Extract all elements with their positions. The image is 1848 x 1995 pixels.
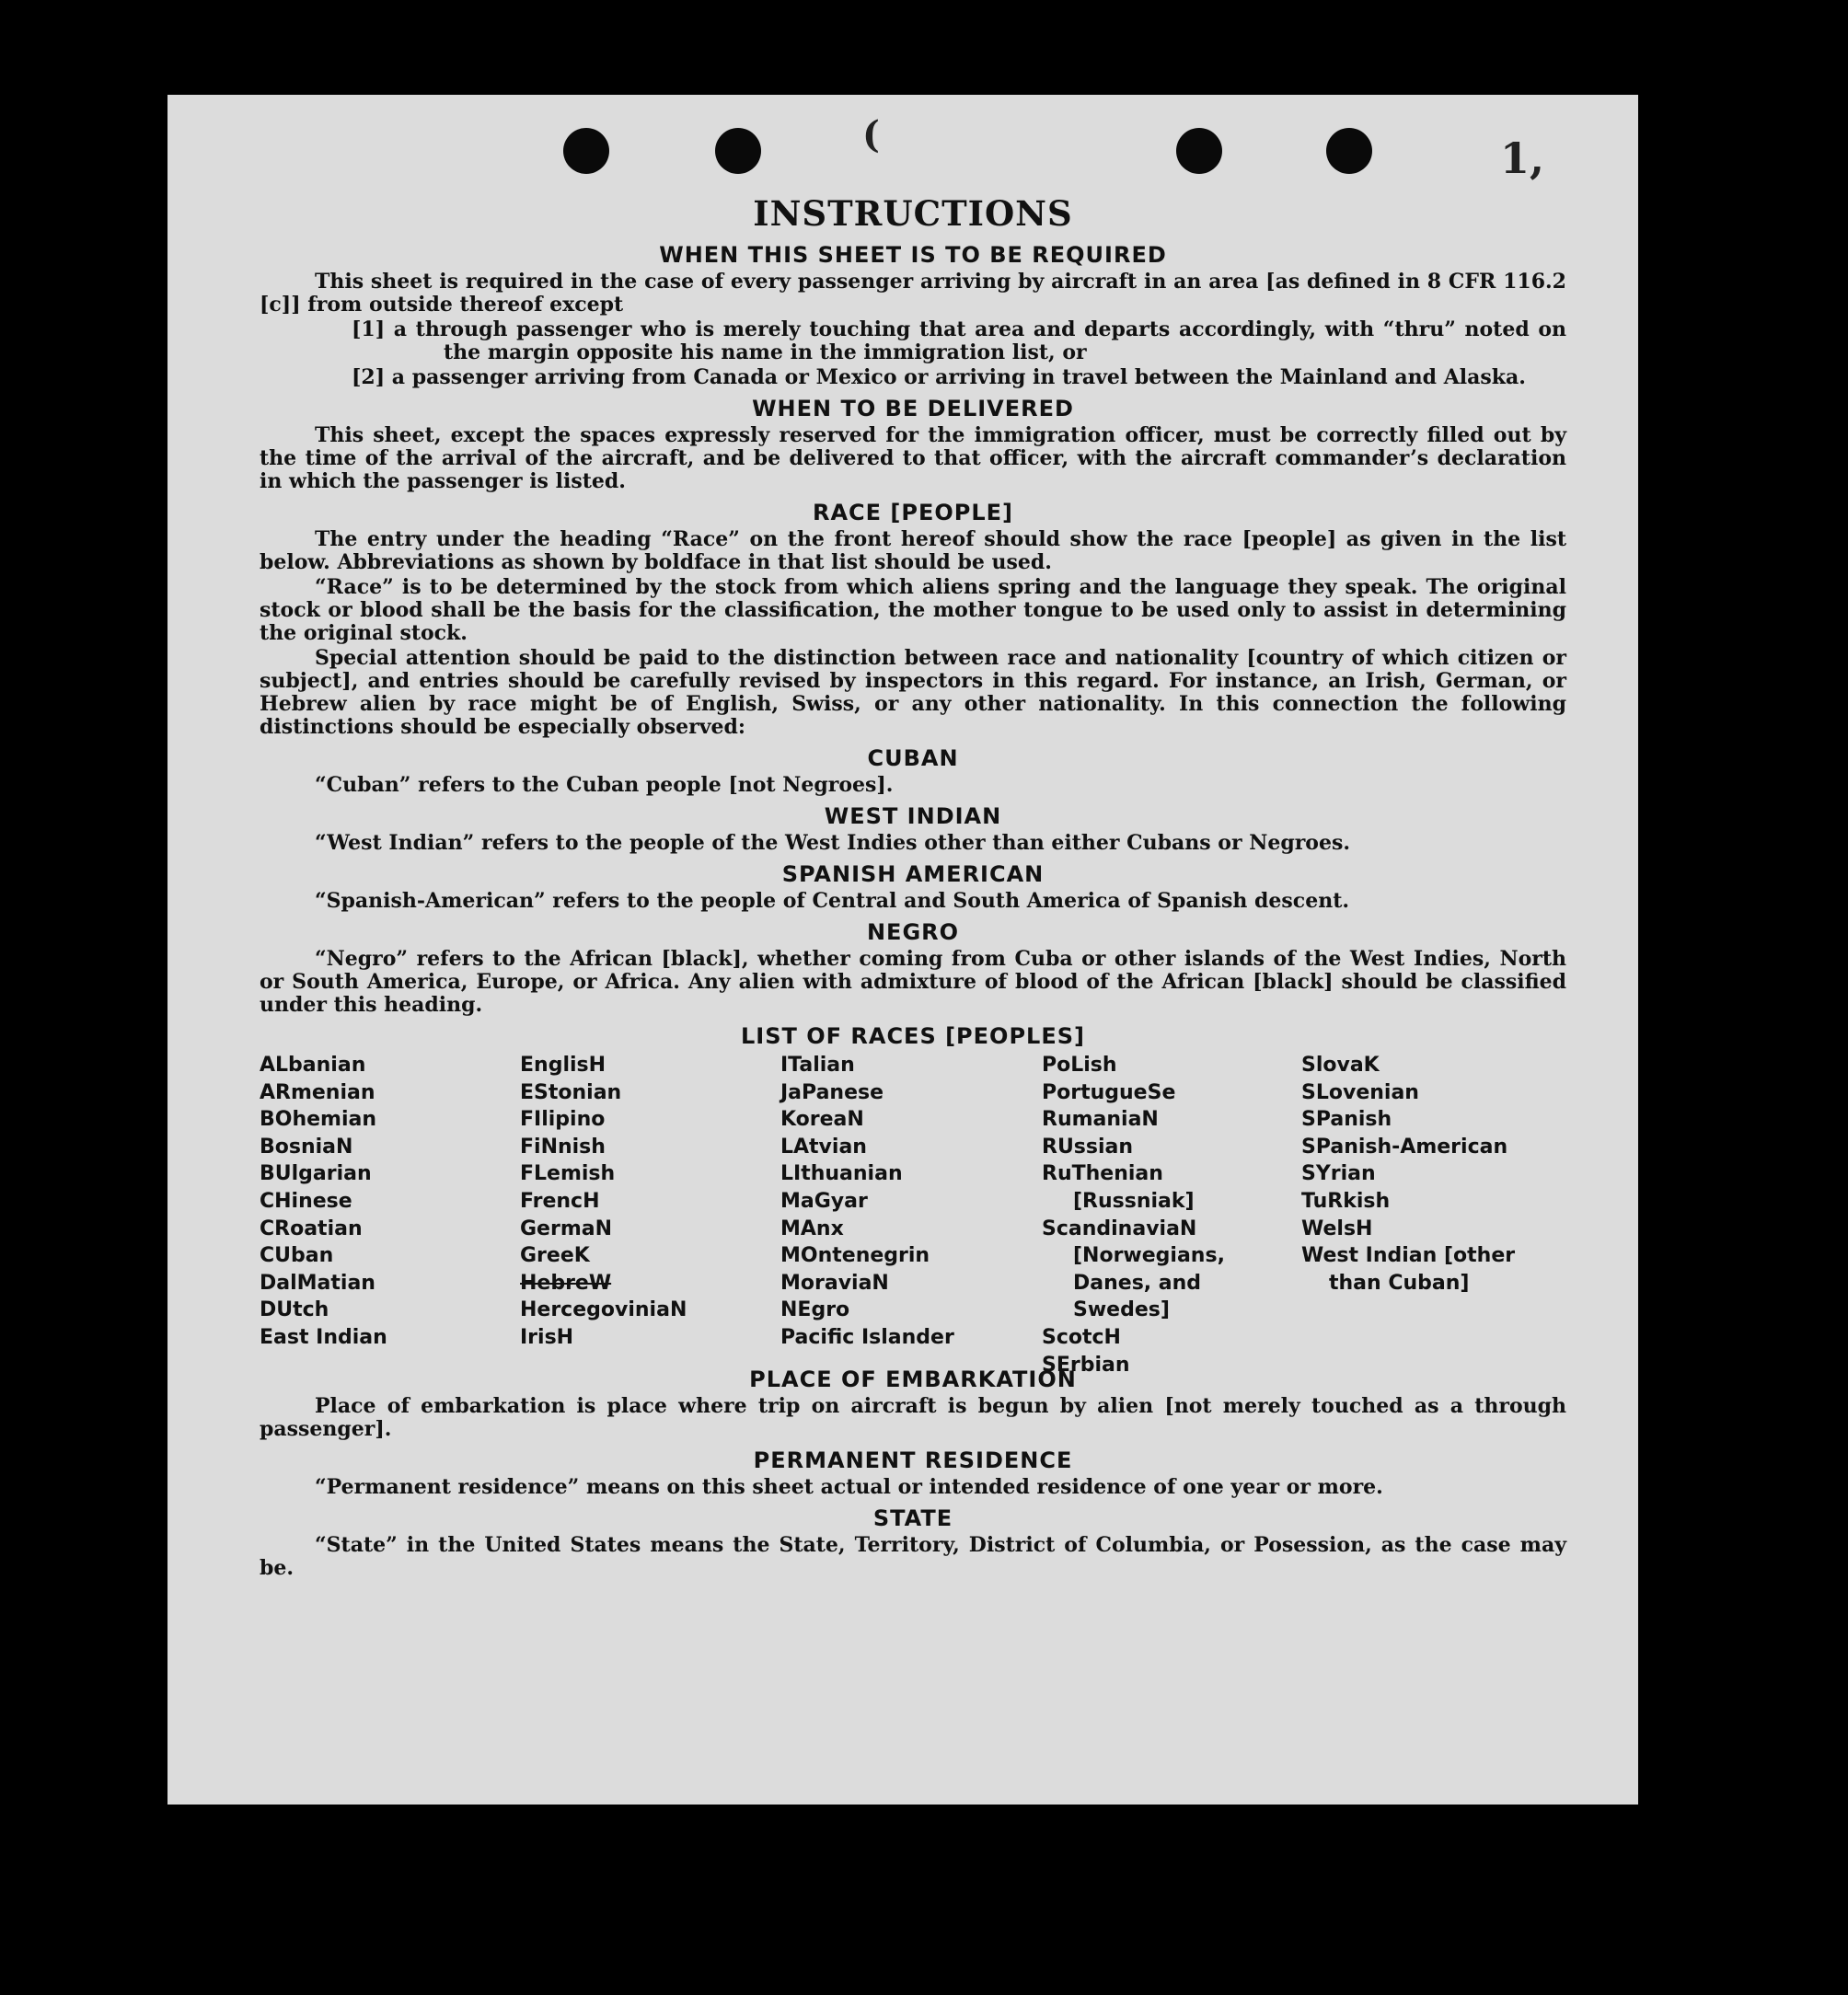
race-item: CUban (260, 1244, 334, 1268)
race-item: JaPanese (780, 1080, 884, 1104)
races-column-2 (520, 1052, 773, 1352)
cuban-text: “Cuban” refers to the Cuban people [not Negroes]. (315, 773, 894, 797)
punch-hole (1176, 128, 1222, 174)
state-text: “State” in the United States means the State, Territory, District of Columbia, or Posession, as the case may be. (260, 1533, 1566, 1580)
punch-hole (563, 128, 609, 174)
race-item: PoLish (1042, 1054, 1117, 1077)
race-item: ALbanian (260, 1054, 366, 1077)
spanish-american-text: “Spanish-American” refers to the people of Central and South America of Spanish descent. (315, 889, 1350, 913)
section-heading-spanish-american: SPANISH AMERICAN (781, 861, 1045, 887)
page-title: INSTRUCTIONS (753, 193, 1073, 234)
race-item: MOntenegrin (780, 1244, 930, 1268)
section-heading-embarkation: PLACE OF EMBARKATION (749, 1367, 1077, 1392)
race-item: MoraviaN (780, 1271, 889, 1295)
race-item: TuRkish (1301, 1189, 1391, 1213)
races-list (260, 1052, 1566, 1377)
race-item: ScotcH (1042, 1325, 1121, 1349)
section-heading-list-of-races: LIST OF RACES [PEOPLES] (741, 1023, 1085, 1049)
race-paragraph-1: The entry under the heading “Race” on the front hereof should show the race [people] as given in the list below. Abbreviations as shown by boldface in that list should be used. (260, 527, 1566, 574)
race-item-struck-out: HebreW (520, 1271, 612, 1295)
race-item: DUtch (260, 1298, 329, 1322)
pen-mark: ( (862, 113, 880, 156)
section-heading-west-indian: WEST INDIAN (824, 803, 1002, 829)
race-item: SYrian (1301, 1162, 1376, 1186)
race-item: FLemish (520, 1162, 616, 1186)
race-item: EnglisH (520, 1054, 606, 1077)
section-heading-residence: PERMANENT RESIDENCE (753, 1447, 1073, 1473)
race-item: GreeK (520, 1244, 590, 1268)
punch-hole (715, 128, 761, 174)
race-paragraph-2: “Race” is to be determined by the stock from which aliens spring and the language they speak. The original stock or blood shall be the basis for the classification, the mother tongue to be used only to assist in determining the original stock. (260, 575, 1566, 645)
section-heading-state: STATE (872, 1505, 953, 1531)
race-item: ScandinaviaN [Norwegians, Danes, and Swedes] (1042, 1217, 1225, 1322)
race-item: SErbian (1042, 1353, 1130, 1377)
embarkation-text: Place of embarkation is place where trip on aircraft is begun by alien [not merely touched as a through passenger]. (260, 1394, 1566, 1441)
races-column-5 (1301, 1052, 1568, 1297)
race-item: HercegoviniaN (520, 1298, 687, 1322)
section-heading-race: RACE [PEOPLE] (812, 500, 1014, 525)
race-item: DalMatian (260, 1271, 375, 1295)
section-heading-negro: NEGRO (866, 919, 960, 945)
section-heading-cuban: CUBAN (867, 745, 959, 771)
race-item: West Indian [other than Cuban] (1301, 1244, 1516, 1295)
when-required-text: This sheet is required in the case of every passenger arriving by aircraft in an area [as defined in 8 CFR 116.2 [c]] from outside thereof except (260, 270, 1566, 317)
race-item: MaGyar (780, 1189, 868, 1213)
race-item: BUlgarian (260, 1162, 372, 1186)
when-delivered-text: This sheet, except the spaces expressly reserved for the immigration officer, must be correctly filled out by the time of the arrival of the aircraft, and be delivered to that officer, with the aircraft commander’s declaration in which the passenger is listed. (260, 423, 1566, 493)
race-item: NEgro (780, 1298, 850, 1322)
section-heading-when-required: WHEN THIS SHEET IS TO BE REQUIRED (659, 242, 1167, 268)
race-item: BosniaN (260, 1135, 353, 1159)
race-item: LIthuanian (780, 1162, 903, 1186)
race-paragraph-3: Special attention should be paid to the distinction between race and nationality [country of which citizen or subject], and entries should be carefully revised by inspectors in this regard. For instance, an Irish, German, or Hebrew alien by race might be of English, Swiss, or any other nationality. In this connection the following distinctions should be especially observed: (260, 646, 1566, 739)
race-item: SPanish-American (1301, 1135, 1508, 1159)
race-item: RUssian (1042, 1135, 1134, 1159)
negro-text: “Negro” refers to the African [black], whether coming from Cuba or other islands of the West Indies, North or South America, Europe, or Africa. Any alien with admixture of blood of the African [black] should be classified under this heading. (260, 947, 1566, 1017)
west-indian-text: “West Indian” refers to the people of the West Indies other than either Cubans or Negroes. (315, 831, 1351, 855)
race-item: FiNnish (520, 1135, 606, 1159)
handwritten-number: 1, (1500, 133, 1545, 183)
race-item: GermaN (520, 1217, 613, 1240)
races-column-1 (260, 1052, 513, 1352)
race-item: LAtvian (780, 1135, 867, 1159)
race-item: RuThenian [Russniak] (1042, 1162, 1195, 1213)
race-item: FrencH (520, 1189, 600, 1213)
race-item: CRoatian (260, 1217, 363, 1240)
race-item: SlovaK (1301, 1054, 1380, 1077)
races-column-3 (780, 1052, 1034, 1352)
race-item: MAnx (780, 1217, 844, 1240)
race-item: FIlipino (520, 1108, 606, 1132)
race-item: SPanish (1301, 1108, 1392, 1132)
race-item: WelsH (1301, 1217, 1373, 1240)
race-item: ARmenian (260, 1080, 375, 1104)
race-item: BOhemian (260, 1108, 377, 1132)
punch-hole (1326, 128, 1372, 174)
race-item: SLovenian (1301, 1080, 1419, 1104)
race-item: CHinese (260, 1189, 352, 1213)
race-item: ITalian (780, 1054, 855, 1077)
race-item: RumaniaN (1042, 1108, 1159, 1132)
exception-item-2: [2] a passenger arriving from Canada or Mexico or arriving in travel between the Mainland and Alaska. (352, 365, 1526, 389)
race-item: IrisH (520, 1325, 574, 1349)
document-page (167, 95, 1638, 1805)
residence-text: “Permanent residence” means on this sheet actual or intended residence of one year or more. (315, 1475, 1383, 1499)
races-column-4 (1042, 1052, 1286, 1378)
race-item: PortugueSe (1042, 1080, 1176, 1104)
race-item: EStonian (520, 1080, 622, 1104)
race-item: KoreaN (780, 1108, 864, 1132)
instructions-body (260, 191, 1566, 1582)
section-heading-when-delivered: WHEN TO BE DELIVERED (752, 396, 1074, 421)
exception-item-1: [1] a through passenger who is merely touching that area and departs accordingly, with “thru” noted on the margin opposite his name in the immigration list, or (352, 317, 1566, 364)
race-item: East Indian (260, 1325, 387, 1349)
race-item: Pacific Islander (780, 1325, 954, 1349)
